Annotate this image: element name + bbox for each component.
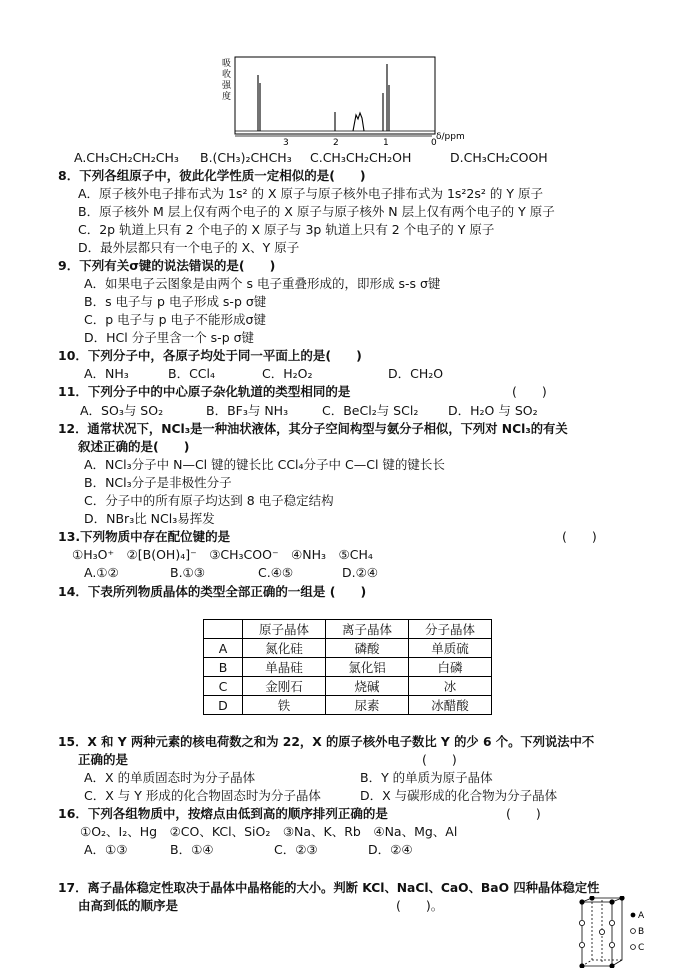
q8-option-b: B．原子核外 M 层上仅有两个电子的 X 原子与原子核外 N 层上仅有两个电子的 Y 原子	[78, 204, 555, 219]
q16-stem: 16．下列各组物质中，按熔点由低到高的顺序排列正确的是	[58, 806, 388, 821]
q13-items: ①H₃O⁺ ②[B(OH)₄]⁻ ③CH₃COO⁻ ④NH₃ ⑤CH₄	[72, 547, 373, 562]
q9-option-b: B．s 电子与 p 电子形成 s-p σ键	[84, 294, 267, 309]
table-row	[204, 658, 492, 677]
table-cell: 单质硫	[409, 639, 492, 658]
table-row	[204, 696, 492, 715]
q17-paren: ( )。	[396, 898, 444, 913]
q8-option-a: A．原子核外电子排布式为 1s² 的 X 原子与原子核外电子排布式为 1s²2s² 的 Y 原子	[78, 186, 543, 201]
table-cell: 烧碱	[326, 677, 409, 696]
q7-option-c: C.CH₃CH₂CH₂OH	[310, 150, 412, 165]
q15-option-d: D．X 与碳形成的化合物为分子晶体	[360, 788, 558, 803]
spectrum-ylabel-1: 吸	[222, 59, 232, 69]
spectrum-ylabel-4: 度	[222, 92, 232, 102]
table-cell: 冰醋酸	[409, 696, 492, 715]
peak-3-5	[258, 75, 260, 131]
table-cell: B	[204, 658, 243, 677]
q8-stem: 8．下列各组原子中，彼此化学性质一定相似的是( )	[58, 168, 366, 183]
q13-option-d: D.②④	[342, 565, 379, 580]
spectrum-tick-1: 1	[383, 138, 389, 148]
q14-stem: 14．下表所列物质晶体的类型全部正确的一组是 ( )	[58, 584, 367, 599]
q16-paren: ( )	[506, 806, 541, 821]
table-cell: 单晶硅	[243, 658, 326, 677]
q11-option-d: D．H₂O 与 SO₂	[448, 403, 538, 418]
q10-option-c: C．H₂O₂	[262, 366, 313, 381]
q15-stem-line1: 15．X 和 Y 两种元素的核电荷数之和为 22，X 的原子核外电子数比 Y 的少 6 个。下列说法中不	[58, 735, 595, 749]
q13-option-c: C.④⑤	[258, 565, 294, 580]
table-cell: 冰	[409, 677, 492, 696]
q10-option-a: A．NH₃	[84, 366, 129, 381]
q12-option-a: A．NCl₃分子中 N—Cl 键的键长比 CCl₄分子中 C—Cl 键的键长长	[84, 457, 445, 472]
q15-stem-line2: 正确的是	[78, 752, 129, 767]
q11-stem: 11．下列分子中的中心原子杂化轨道的类型相同的是	[58, 384, 351, 399]
table-header-ionic: 离子晶体	[326, 620, 409, 639]
q10-option-d: D．CH₂O	[388, 366, 444, 381]
q17-stem-line2: 由高到低的顺序是	[78, 898, 179, 913]
table-cell: C	[204, 677, 243, 696]
table-cell: 铁	[243, 696, 326, 715]
peak-1	[387, 64, 389, 131]
spectrum-tick-3: 3	[283, 138, 289, 148]
q11-option-c: C．BeCl₂与 SCl₂	[322, 403, 419, 418]
q13-stem: 13.下列物质中存在配位键的是	[58, 529, 231, 544]
q12-stem-line1: 12．通常状况下，NCl₃是一种油状液体，其分子空间构型与氨分子相似，下列对 NCl₃的有关	[58, 422, 568, 436]
spectrum-ylabel-2: 收	[222, 70, 232, 80]
table-row	[204, 677, 492, 696]
table-cell: 磷酸	[326, 639, 409, 658]
crystal-legend-a: A	[638, 911, 645, 921]
q12-option-d: D．NBr₃比 NCl₃易挥发	[84, 511, 215, 526]
q15-option-b: B．Y 的单质为原子晶体	[360, 770, 493, 785]
q12-stem-line2: 叙述正确的是( )	[78, 439, 190, 454]
q10-option-b: B．CCl₄	[168, 366, 216, 381]
table-cell: 氮化硅	[243, 639, 326, 658]
table-cell: 尿素	[326, 696, 409, 715]
q12-option-b: B．NCl₃分子是非极性分子	[84, 475, 232, 490]
q15-paren: ( )	[422, 752, 457, 767]
table-cell: A	[204, 639, 243, 658]
q11-option-a: A．SO₃与 SO₂	[80, 403, 164, 418]
q16-option-b: B．①④	[170, 842, 214, 857]
table-cell: 氯化铝	[326, 658, 409, 677]
q9-option-a: A．如果电子云图象是由两个 s 电子重叠形成的，即形成 s-s σ键	[84, 276, 441, 291]
nmr-spectrum	[222, 55, 472, 150]
spectrum-xlabel: δ/ppm	[436, 132, 465, 142]
q16-option-c: C．②③	[274, 842, 318, 857]
crystal-table	[203, 619, 492, 715]
q9-stem: 9．下列有关σ键的说法错误的是( )	[58, 258, 276, 273]
table-header-atomic: 原子晶体	[243, 620, 326, 639]
table-header-molecular: 分子晶体	[409, 620, 492, 639]
q13-option-a: A.①②	[84, 565, 119, 580]
q15-option-a: A．X 的单质固态时为分子晶体	[84, 770, 256, 785]
peak-1-7	[353, 113, 364, 131]
crystal-cell-figure	[568, 896, 678, 968]
table-cell: 金刚石	[243, 677, 326, 696]
spectrum-peaks	[258, 64, 389, 131]
q8-option-c: C．2p 轨道上只有 2 个电子的 X 原子与 3p 轨道上只有 2 个电子的 Y 原子	[78, 222, 495, 237]
q13-paren: ( )	[562, 529, 597, 544]
q15-option-c: C．X 与 Y 形成的化合物固态时为分子晶体	[84, 788, 321, 803]
table-header-row	[204, 620, 492, 639]
q9-option-d: D．HCl 分子里含一个 s-p σ键	[84, 330, 255, 345]
spectrum-tick-0: 0	[431, 138, 437, 148]
crystal-legend-b: B	[638, 927, 645, 937]
q16-option-d: D．②④	[368, 842, 413, 857]
table-cell: 白磷	[409, 658, 492, 677]
q7-option-d: D.CH₃CH₂COOH	[450, 150, 548, 165]
q17-stem-line1: 17．离子晶体稳定性取决于晶体中晶格能的大小。判断 KCl、NaCl、CaO、BaO 四种晶体稳定性	[58, 881, 600, 895]
table-header-blank	[204, 620, 243, 639]
q9-option-c: C．p 电子与 p 电子不能形成σ键	[84, 312, 266, 327]
q12-option-c: C．分子中的所有原子均达到 8 电子稳定结构	[84, 493, 334, 508]
table-cell: D	[204, 696, 243, 715]
spectrum-tick-2: 2	[333, 138, 339, 148]
q11-paren: ( )	[512, 384, 547, 399]
q16-items: ①O₂、I₂、Hg ②CO、KCl、SiO₂ ③Na、K、Rb ④Na、Mg、Al	[80, 824, 458, 839]
q16-option-a: A．①③	[84, 842, 128, 857]
spectrum-ylabel-3: 强	[222, 81, 232, 91]
q11-option-b: B．BF₃与 NH₃	[206, 403, 289, 418]
q13-option-b: B.①③	[170, 565, 205, 580]
q7-option-a: A.CH₃CH₂CH₂CH₃	[74, 150, 179, 165]
table-row	[204, 639, 492, 658]
crystal-legend-c: C	[638, 943, 645, 953]
q10-stem: 10．下列分子中，各原子均处于同一平面上的是( )	[58, 348, 362, 363]
q8-option-d: D．最外层都只有一个电子的 X、Y 原子	[78, 240, 300, 255]
q7-option-b: B.(CH₃)₂CHCH₃	[200, 150, 292, 165]
